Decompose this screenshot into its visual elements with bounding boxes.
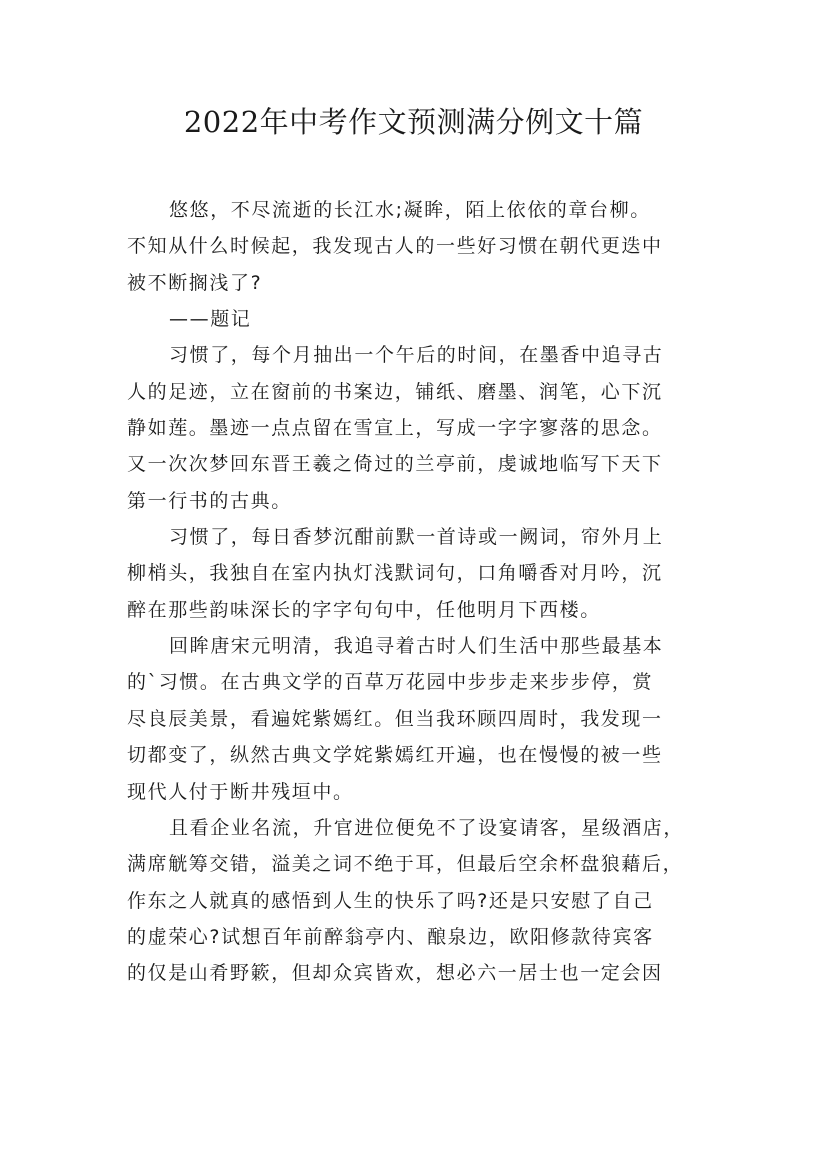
body-line: 尽良辰美景，看遍姹紫嫣红。但当我环顾四周时，我发现一 <box>127 707 663 730</box>
body-line: 作东之人就真的感悟到人生的快乐了吗?还是只安慰了自己 <box>127 889 654 912</box>
body-line: 习惯了，每个月抽出一个午后的时间，在墨香中追寻古 <box>169 344 664 367</box>
body-line: 的虚荣心?试想百年前醉翁亭内、酿泉边，欧阳修款待宾客 <box>127 925 654 948</box>
body-line: 切都变了，纵然古典文学姹紫嫣红开遍，也在慢慢的被一些 <box>127 744 663 767</box>
document-title: 2022年中考作文预测满分例文十篇 <box>183 105 644 139</box>
body-line: 的`习惯。在古典文学的百草万花园中步步走来步步停，赏 <box>127 671 654 694</box>
body-line: 的仅是山肴野簌，但却众宾皆欢，想必六一居士也一定会因 <box>127 962 663 985</box>
body-line: 第一行书的古典。 <box>127 489 292 512</box>
body-line: 被不断搁浅了? <box>127 271 263 294</box>
body-line: 又一次次梦回东晋王羲之倚过的兰亭前，虔诚地临写下天下 <box>127 453 663 476</box>
body-line: 柳梢头，我独自在室内执灯浅默词句，口角嚼香对月吟，沉 <box>127 562 663 585</box>
body-line: 习惯了，每日香梦沉酣前默一首诗或一阙词，帘外月上 <box>169 526 664 549</box>
epigraph-attribution: ——题记 <box>169 308 252 331</box>
body-line: 不知从什么时候起，我发现古人的一些好习惯在朝代更迭中 <box>127 235 663 258</box>
document-body <box>127 192 701 992</box>
body-line: 且看企业名流，升官进位便免不了设宴请客，星级酒店， <box>169 816 685 839</box>
body-line: 悠悠，不尽流逝的长江水;凝眸，陌上依依的章台柳。 <box>169 199 651 221</box>
body-line: 回眸唐宋元明清，我追寻着古时人们生活中那些最基本 <box>169 635 664 658</box>
body-line: 人的足迹，立在窗前的书案边，铺纸、磨墨、润笔，心下沉 <box>127 380 663 403</box>
body-line: 现代人付于断井残垣中。 <box>127 780 354 803</box>
body-line: 满席觥筹交错，溢美之词不绝于耳，但最后空余杯盘狼藉后， <box>127 853 684 876</box>
body-line: 静如莲。墨迹一点点留在雪宣上，写成一字字寥落的思念。 <box>127 417 663 440</box>
body-line: 醉在那些韵味深长的字字句句中，任他明月下西楼。 <box>127 598 601 621</box>
